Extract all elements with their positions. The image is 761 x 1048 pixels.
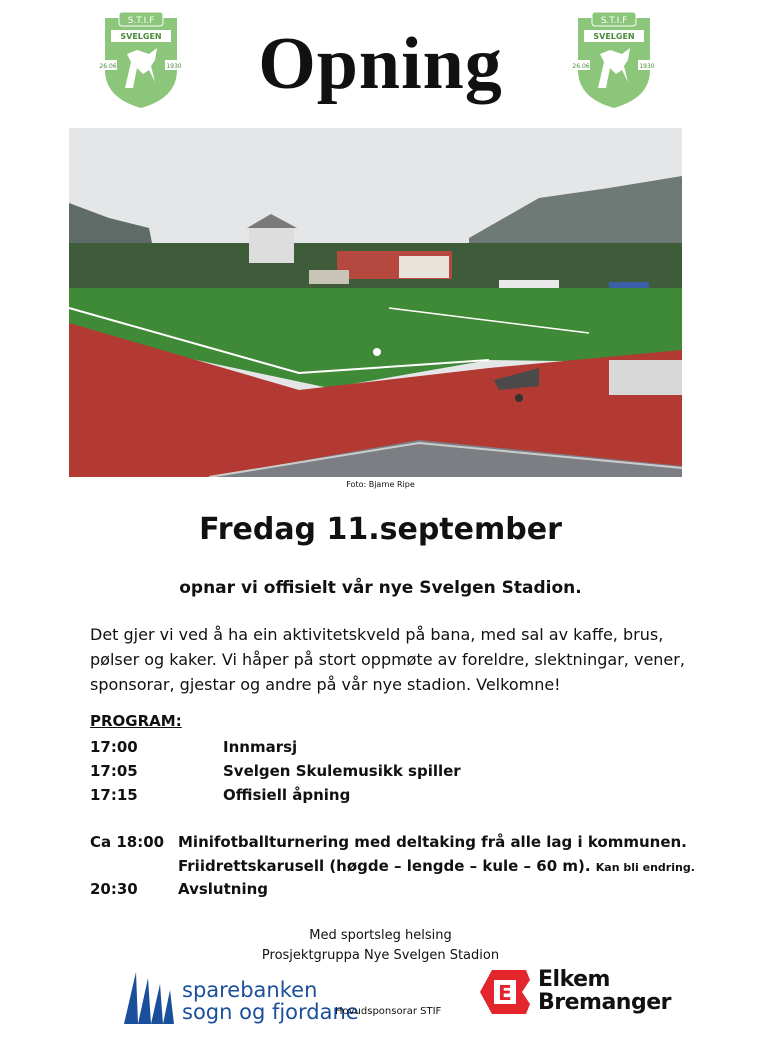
svg-text:1930: 1930 bbox=[639, 63, 655, 70]
program-text bbox=[178, 857, 695, 875]
svg-text:E: E bbox=[498, 981, 512, 1005]
program-time: 17:00 bbox=[90, 738, 138, 756]
elkem-name: Elkem bbox=[538, 967, 610, 992]
event-intro: Det gjer vi ved å ha ein aktivitetskveld på bana, med sal av kaffe, brus, pølser og kaker. Vi håper på stort oppmøte av foreldre, slektningar, vener, sponsorar, gjestar og andre på vår nye stadion. Velkomne! bbox=[90, 625, 685, 694]
svg-text:S.T.I.F: S.T.I.F bbox=[600, 16, 628, 26]
stadium-photo bbox=[69, 128, 682, 477]
poster-title: Opning bbox=[258, 23, 503, 105]
svg-text:1930: 1930 bbox=[166, 63, 182, 70]
program-time: 17:05 bbox=[90, 762, 138, 780]
svg-text:SVELGEN: SVELGEN bbox=[120, 32, 162, 41]
sparebanken-name: sparebanken bbox=[182, 978, 318, 1002]
program-text: Innmarsj bbox=[223, 738, 298, 756]
svg-text:S.T.I.F: S.T.I.F bbox=[127, 16, 155, 26]
program-note: Kan bli endring. bbox=[595, 861, 695, 874]
svg-text:26.06: 26.06 bbox=[572, 63, 590, 70]
program-time: Ca 18:00 bbox=[90, 833, 165, 851]
elkem-logo-icon bbox=[478, 968, 532, 1016]
program-label: PROGRAM: bbox=[90, 712, 182, 730]
main-sponsor-label: Hovudsponsorar STIF bbox=[335, 1006, 442, 1017]
elkem-logo-text bbox=[538, 968, 671, 1014]
sparebanken-logo-icon bbox=[124, 968, 176, 1026]
program-text: Minifotballturnering med deltaking frå alle lag i kommunen. bbox=[178, 833, 687, 851]
program-time: 20:30 bbox=[90, 880, 138, 898]
program-text: Avslutning bbox=[178, 880, 269, 898]
svg-text:26.06: 26.06 bbox=[99, 63, 117, 70]
program-time: 17:15 bbox=[90, 786, 138, 804]
sparebanken-region: sogn og fjordane bbox=[182, 1000, 359, 1024]
sparebanken-logo-text bbox=[182, 979, 359, 1023]
program-text-main: Friidrettskarusell (høgde – lengde – kule – 60 m). bbox=[178, 857, 591, 875]
closing-block bbox=[0, 926, 761, 966]
program-text: Offisiell åpning bbox=[223, 786, 351, 804]
event-subtitle: opnar vi offisielt vår nye Svelgen Stadion. bbox=[179, 578, 582, 598]
elkem-location: Bremanger bbox=[538, 990, 671, 1015]
photo-credit: Foto: Bjarne Ripe bbox=[346, 480, 415, 489]
stif-crest-logo-right bbox=[570, 10, 658, 110]
program-text: Svelgen Skulemusikk spiller bbox=[223, 762, 461, 780]
svg-text:SVELGEN: SVELGEN bbox=[593, 32, 635, 41]
closing-sender: Prosjektgruppa Nye Svelgen Stadion bbox=[261, 948, 500, 963]
closing-greeting: Med sportsleg helsing bbox=[309, 928, 452, 943]
event-date: Fredag 11.september bbox=[199, 512, 562, 547]
